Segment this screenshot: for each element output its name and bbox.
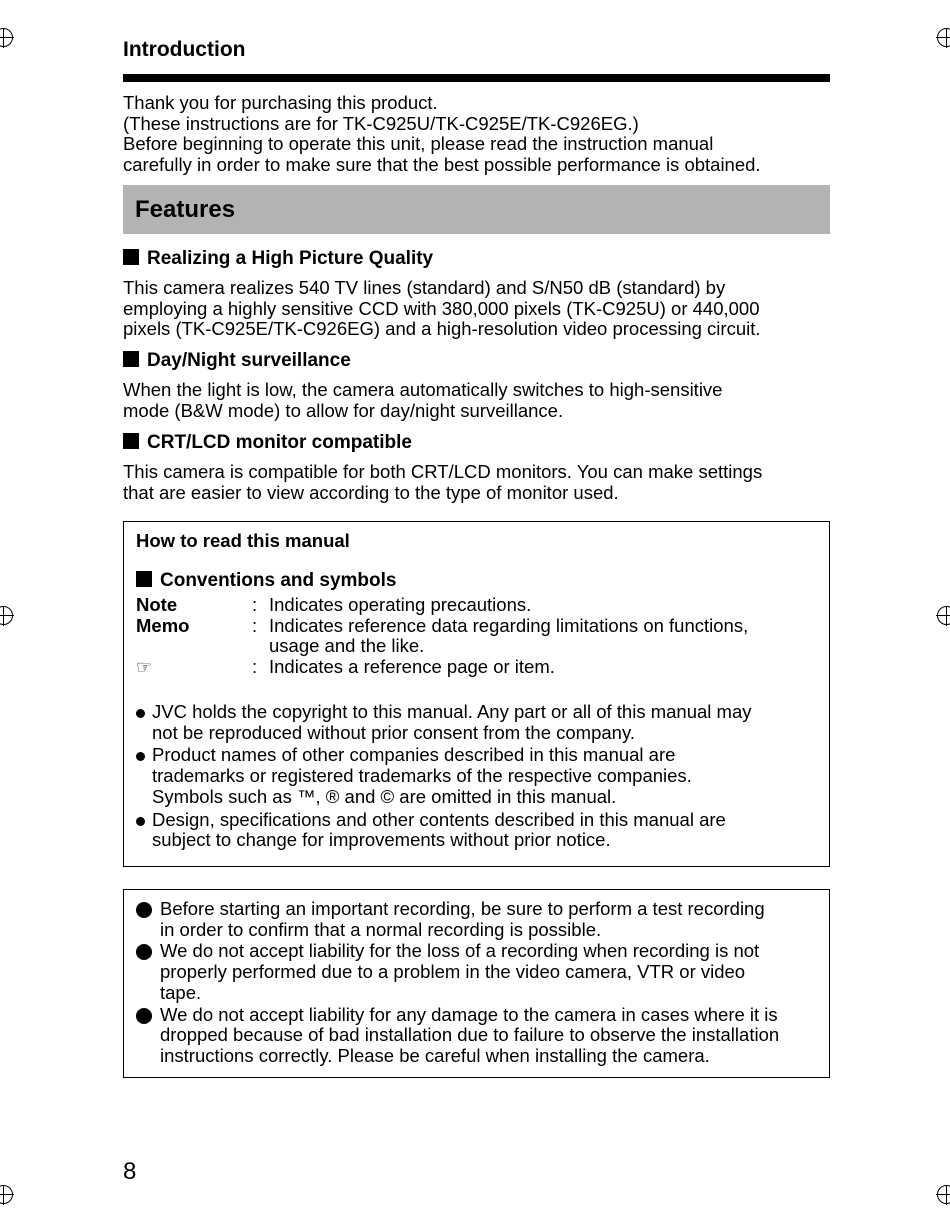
caution-line: tape.	[160, 981, 202, 1003]
note-line: not be reproduced without prior consent from the company.	[152, 721, 635, 743]
feature-title-text: Day/Night surveillance	[147, 350, 351, 371]
caution-recording-liability	[136, 941, 826, 1003]
definition-colon: :	[252, 656, 258, 678]
page-number: 8	[123, 1158, 137, 1185]
pointing-hand-icon: ☞	[136, 657, 153, 678]
definition-memo	[136, 616, 826, 657]
features-heading: Features	[135, 196, 236, 223]
definition-desc	[269, 595, 826, 616]
note-line: JVC holds the copyright to this manual. Any part or all of this manual may	[152, 701, 752, 722]
bullet-dot-icon	[136, 817, 145, 826]
conventions-title-text: Conventions and symbols	[160, 570, 397, 591]
intro-paragraph	[123, 93, 843, 176]
bullet-dot-icon	[136, 902, 152, 918]
feature-line: This camera is compatible for both CRT/LCD monitors. You can make settings	[123, 461, 763, 482]
caution-box	[123, 889, 830, 1078]
square-bullet-icon	[136, 571, 152, 587]
caution-line: We do not accept liability for the loss of a recording when recording is not	[160, 940, 760, 962]
section-title: Introduction	[123, 38, 246, 61]
caution-line: dropped because of bad installation due to failure to observe the installation	[160, 1024, 780, 1046]
feature-body	[123, 462, 843, 503]
feature-line: employing a highly sensitive CCD with 380,000 pixels (TK-C925U) or 440,000	[123, 297, 760, 319]
feature-line: This camera realizes 540 TV lines (standard) and S/N50 dB (standard) by	[123, 277, 726, 298]
bullet-dot-icon	[136, 1008, 152, 1024]
square-bullet-icon	[123, 351, 139, 367]
feature-picture-quality	[123, 248, 843, 340]
definition-term: Note	[136, 594, 178, 615]
note-copyright	[136, 702, 826, 743]
bullet-dot-icon	[136, 709, 145, 718]
features-heading-bar	[123, 185, 830, 234]
square-bullet-icon	[123, 433, 139, 449]
note-line: Symbols such as ™, ® and © are omitted in this manual.	[152, 785, 617, 807]
feature-line: When the light is low, the camera automatically switches to high-sensitive	[123, 379, 723, 400]
feature-body	[123, 380, 843, 421]
definition-reference	[136, 657, 826, 678]
intro-line: carefully in order to make sure that the best possible performance is obtained.	[123, 154, 761, 176]
bullet-dot-icon	[136, 752, 145, 761]
intro-line: (These instructions are for TK-C925U/TK-C925E/TK-C926EG.)	[123, 112, 639, 134]
definition-note	[136, 595, 826, 616]
intro-line: Thank you for purchasing this product.	[123, 92, 438, 113]
note-line: trademarks or registered trademarks of the respective companies.	[152, 765, 692, 787]
section-rule	[123, 74, 830, 82]
how-to-read-title: How to read this manual	[136, 530, 350, 551]
caution-line: Before starting an important recording, be sure to perform a test recording	[160, 898, 765, 919]
definition-desc	[269, 657, 826, 678]
notes-list	[136, 702, 826, 853]
feature-body	[123, 278, 843, 340]
caution-line: properly performed due to a problem in the video camera, VTR or video	[160, 961, 746, 983]
definition-line: Indicates a reference page or item.	[269, 656, 555, 678]
feature-title-text: Realizing a High Picture Quality	[147, 248, 434, 269]
caution-line: instructions correctly. Please be careful when installing the camera.	[160, 1044, 710, 1066]
caution-line: in order to confirm that a normal recording is possible.	[160, 918, 602, 940]
feature-line: that are easier to view according to the type of monitor used.	[123, 481, 619, 503]
conventions-list	[136, 595, 826, 678]
bullet-dot-icon	[136, 944, 152, 960]
feature-crt-lcd	[123, 432, 843, 503]
feature-line: pixels (TK-C925E/TK-C926EG) and a high-resolution video processing circuit.	[123, 318, 761, 340]
definition-term: Memo	[136, 614, 190, 636]
feature-line: mode (B&W mode) to allow for day/night surveillance.	[123, 399, 564, 421]
caution-list	[136, 899, 826, 1068]
feature-title	[123, 432, 843, 462]
definition-line: Indicates operating precautions.	[269, 594, 532, 615]
definition-colon: :	[252, 614, 258, 636]
note-line: subject to change for improvements without prior notice.	[152, 829, 611, 851]
how-to-read-box	[123, 521, 830, 867]
feature-title	[123, 248, 843, 278]
note-specifications	[136, 810, 826, 851]
conventions-title	[136, 570, 396, 592]
caution-damage-liability	[136, 1005, 826, 1067]
definition-line: Indicates reference data regarding limitations on functions,	[269, 614, 749, 636]
square-bullet-icon	[123, 249, 139, 265]
intro-line: Before beginning to operate this unit, please read the instruction manual	[123, 133, 714, 155]
caution-line: We do not accept liability for any damage to the camera in cases where it is	[160, 1003, 778, 1025]
note-line: Product names of other companies described in this manual are	[152, 744, 676, 766]
note-line: Design, specifications and other contents described in this manual are	[152, 808, 726, 830]
feature-title	[123, 350, 843, 380]
definition-desc	[269, 616, 826, 657]
note-trademarks	[136, 745, 826, 807]
definition-line: usage and the like.	[269, 635, 425, 657]
feature-title-text: CRT/LCD monitor compatible	[147, 432, 412, 453]
feature-day-night	[123, 350, 843, 421]
caution-test-recording	[136, 899, 826, 940]
definition-colon: :	[252, 594, 258, 615]
